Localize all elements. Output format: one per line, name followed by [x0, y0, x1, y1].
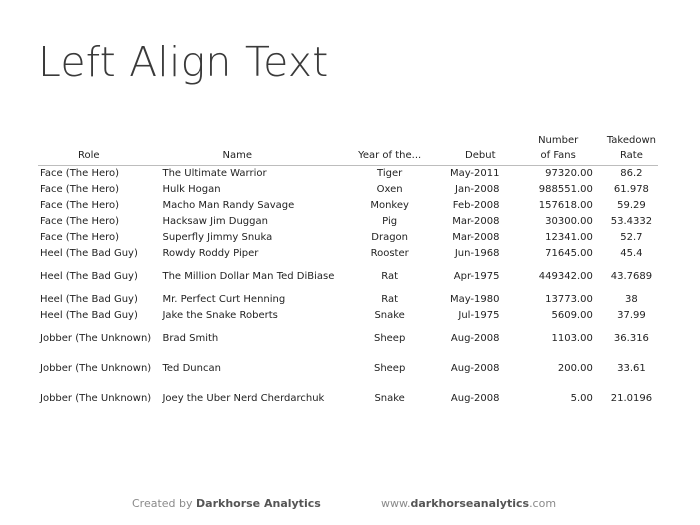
table-row — [38, 182, 658, 198]
table-row — [38, 262, 658, 292]
footer-url-suffix: .com — [529, 497, 557, 510]
cell-debut: Aug-2008 — [450, 392, 500, 404]
cell-debut: Feb-2008 — [452, 199, 500, 211]
cell-fans: 30300.00 — [545, 215, 593, 227]
cell-debut: Apr-1975 — [453, 270, 500, 282]
cell-rate: 45.4 — [620, 247, 643, 259]
footer-url[interactable] — [381, 497, 556, 510]
cell-rate: 21.0196 — [610, 392, 653, 404]
col-header-fans-line2: of Fans — [540, 150, 576, 161]
cell-year: Pig — [382, 215, 398, 227]
col-header-debut: Debut — [425, 133, 518, 166]
cell-year: Sheep — [373, 362, 406, 374]
cell-name: The Million Dollar Man Ted DiBiase — [162, 270, 335, 282]
page-title: Left Align Text — [38, 38, 329, 86]
cell-year: Monkey — [370, 199, 409, 211]
table-header-row — [38, 133, 658, 166]
cell-rate: 86.2 — [620, 167, 643, 179]
table-row — [38, 324, 658, 354]
col-header-year: Year of the... — [354, 133, 424, 166]
cell-debut: Mar-2008 — [452, 215, 500, 227]
cell-rate: 59.29 — [617, 199, 646, 211]
cell-fans: 13773.00 — [545, 293, 593, 305]
cell-name: Macho Man Randy Savage — [162, 199, 295, 211]
table-row — [38, 292, 658, 308]
cell-role: Face (The Hero) — [40, 231, 120, 243]
col-header-name: Name — [160, 133, 354, 166]
cell-rate: 61.978 — [613, 183, 649, 195]
cell-year: Rat — [381, 270, 399, 282]
footer-url-prefix: www. — [381, 497, 411, 510]
cell-debut: Aug-2008 — [450, 362, 500, 374]
cell-fans: 12341.00 — [545, 231, 593, 243]
cell-name: Joey the Uber Nerd Cherdarchuk — [162, 392, 325, 404]
cell-debut: Jul-1975 — [458, 309, 500, 321]
footer-credit — [132, 497, 321, 510]
cell-name: Ted Duncan — [162, 362, 221, 374]
footer-created-prefix: Created by — [132, 497, 197, 510]
cell-fans: 97320.00 — [545, 167, 593, 179]
col-header-fans — [518, 133, 605, 166]
cell-year: Snake — [374, 309, 405, 321]
cell-fans: 449342.00 — [538, 270, 593, 282]
cell-year: Rooster — [370, 247, 409, 259]
cell-fans: 157618.00 — [538, 199, 593, 211]
cell-name: Hacksaw Jim Duggan — [162, 215, 268, 227]
cell-role: Jobber (The Unknown) — [40, 362, 152, 374]
table-row — [38, 246, 658, 262]
cell-rate: 38 — [625, 293, 638, 305]
cell-rate: 52.7 — [620, 231, 643, 243]
cell-fans: 200.00 — [557, 362, 593, 374]
table-row — [38, 198, 658, 214]
cell-year: Oxen — [376, 183, 403, 195]
cell-year: Sheep — [373, 332, 406, 344]
cell-role: Face (The Hero) — [40, 183, 120, 195]
wrestlers-table — [38, 133, 658, 414]
col-header-rate-line2: Rate — [619, 150, 643, 161]
table-row — [38, 166, 658, 182]
cell-year: Tiger — [377, 167, 403, 179]
cell-fans: 5609.00 — [551, 309, 593, 321]
table-row — [38, 214, 658, 230]
cell-year: Dragon — [371, 231, 409, 243]
cell-role: Heel (The Bad Guy) — [40, 309, 138, 321]
col-header-role: Role — [38, 133, 160, 166]
cell-name: Hulk Hogan — [162, 183, 221, 195]
cell-fans: 5.00 — [570, 392, 593, 404]
footer-company: Darkhorse Analytics — [196, 497, 321, 510]
cell-role: Jobber (The Unknown) — [40, 392, 152, 404]
cell-role: Jobber (The Unknown) — [40, 332, 152, 344]
cell-year: Snake — [374, 392, 405, 404]
cell-debut: May-1980 — [449, 293, 500, 305]
cell-rate: 36.316 — [613, 332, 649, 344]
cell-role: Face (The Hero) — [40, 199, 120, 211]
table-row — [38, 308, 658, 324]
table-body — [38, 166, 658, 414]
cell-rate: 53.4332 — [610, 215, 653, 227]
cell-role: Heel (The Bad Guy) — [40, 293, 138, 305]
col-header-rate — [605, 133, 658, 166]
cell-name: Rowdy Roddy Piper — [162, 247, 259, 259]
cell-role: Heel (The Bad Guy) — [40, 270, 138, 282]
cell-debut: Mar-2008 — [452, 231, 500, 243]
table-row — [38, 384, 658, 414]
cell-fans: 988551.00 — [538, 183, 593, 195]
cell-fans: 71645.00 — [545, 247, 593, 259]
cell-rate: 37.99 — [617, 309, 646, 321]
cell-name: Jake the Snake Roberts — [162, 309, 278, 321]
cell-role: Face (The Hero) — [40, 215, 120, 227]
cell-fans: 1103.00 — [551, 332, 593, 344]
cell-role: Face (The Hero) — [40, 167, 120, 179]
cell-year: Rat — [381, 293, 399, 305]
cell-rate: 33.61 — [617, 362, 646, 374]
col-header-rate-line1: Takedown — [606, 135, 656, 146]
cell-debut: Jan-2008 — [455, 183, 500, 195]
cell-name: Mr. Perfect Curt Henning — [162, 293, 286, 305]
cell-name: The Ultimate Warrior — [162, 167, 267, 179]
cell-debut: Aug-2008 — [450, 332, 500, 344]
table-row — [38, 354, 658, 384]
cell-role: Heel (The Bad Guy) — [40, 247, 138, 259]
cell-rate: 43.7689 — [610, 270, 653, 282]
cell-name: Brad Smith — [162, 332, 219, 344]
table-row — [38, 230, 658, 246]
cell-name: Superfly Jimmy Snuka — [162, 231, 273, 243]
cell-debut: Jun-1968 — [454, 247, 500, 259]
cell-debut: May-2011 — [449, 167, 500, 179]
footer-url-domain: darkhorseanalytics — [410, 497, 530, 510]
col-header-fans-line1: Number — [538, 135, 579, 146]
